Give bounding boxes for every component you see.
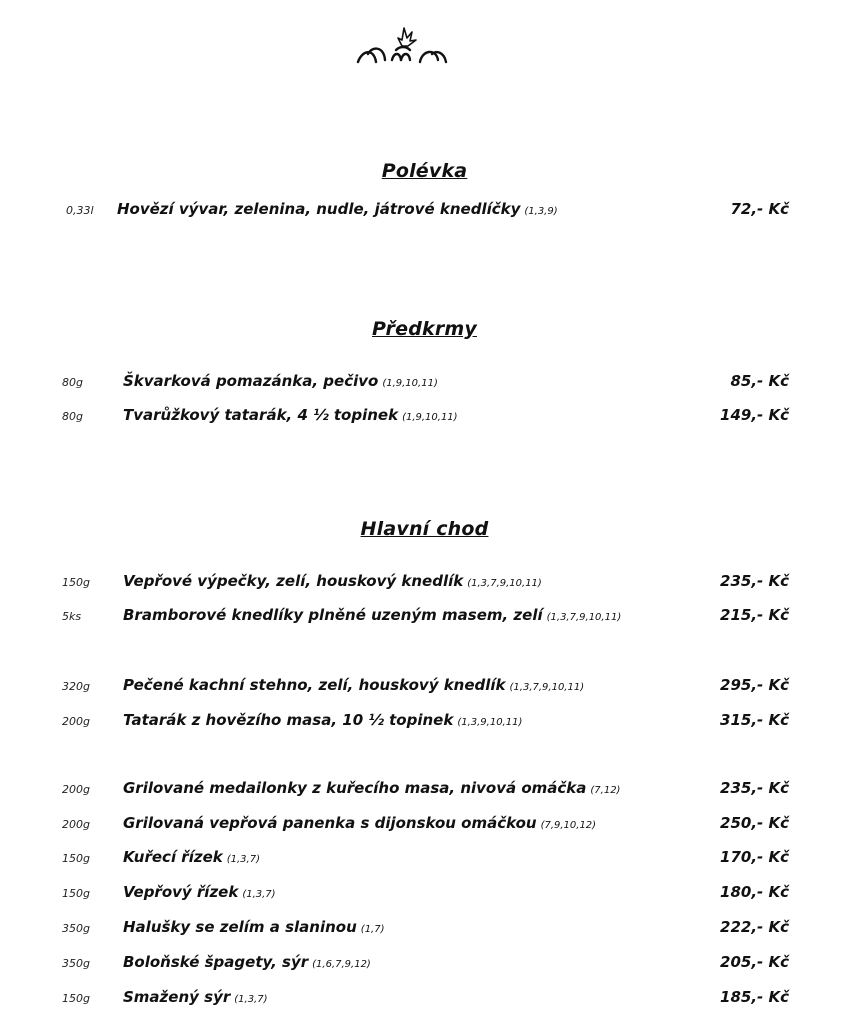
item-name: Grilované medailonky z kuřecího masa, nivová omáčka (7,12) — [123, 779, 621, 797]
menu-item — [0, 606, 849, 628]
menu-item — [0, 372, 849, 394]
item-allergens: (1,3,7,9,10,11) — [509, 682, 585, 693]
item-name: Pečené kachní stehno, zelí, houskový knedlík (1,3,7,9,10,11) — [123, 676, 585, 694]
item-quantity: 350g — [62, 957, 90, 970]
item-price: 149,- Kč — [720, 406, 789, 424]
item-allergens: (1,7) — [360, 924, 385, 935]
item-quantity: 150g — [62, 992, 90, 1005]
section-title-polevka: Polévka — [381, 160, 468, 182]
item-name: Hovězí vývar, zelenina, nudle, játrové knedlíčky (1,3,9) — [117, 200, 558, 218]
item-allergens: (1,9,10,11) — [402, 412, 458, 423]
item-price: 215,- Kč — [720, 606, 789, 624]
item-price: 205,- Kč — [720, 953, 789, 971]
item-price: 180,- Kč — [720, 883, 789, 901]
menu-item — [0, 848, 849, 870]
item-allergens: (1,3,7,9,10,11) — [546, 612, 622, 623]
item-quantity: 350g — [62, 922, 90, 935]
item-allergens: (1,9,10,11) — [382, 378, 438, 389]
restaurant-logo-icon — [352, 24, 452, 70]
item-quantity: 80g — [62, 376, 83, 389]
item-price: 170,- Kč — [720, 848, 789, 866]
item-name: Škvarková pomazánka, pečivo (1,9,10,11) — [123, 372, 438, 390]
item-allergens: (1,3,7,9,10,11) — [467, 578, 542, 589]
menu-item — [0, 988, 849, 1010]
item-quantity: 5ks — [62, 610, 82, 623]
item-allergens: (1,3,9) — [524, 206, 558, 217]
menu-item — [0, 711, 849, 733]
item-allergens: (1,3,7) — [226, 854, 260, 865]
item-quantity: 150g — [62, 852, 90, 865]
menu-item — [0, 918, 849, 940]
menu-item — [0, 200, 849, 222]
item-allergens: (1,3,9,10,11) — [457, 717, 523, 728]
item-name: Smažený sýr (1,3,7) — [123, 988, 268, 1006]
item-price: 235,- Kč — [720, 779, 789, 797]
item-name: Vepřové výpečky, zelí, houskový knedlík (1,3,7,9,10,11) — [123, 572, 542, 590]
item-allergens: (7,9,10,12) — [540, 820, 597, 831]
item-name: Bramborové knedlíky plněné uzeným masem, zelí (1,3,7,9,10,11) — [123, 606, 622, 624]
item-name: Boloňské špagety, sýr (1,6,7,9,12) — [123, 953, 371, 971]
menu-item — [0, 953, 849, 975]
section-title-hlavni-chod: Hlavní chod — [360, 518, 489, 540]
item-quantity: 320g — [62, 680, 90, 693]
menu-item — [0, 572, 849, 594]
item-name: Vepřový řízek (1,3,7) — [123, 883, 276, 901]
item-price: 85,- Kč — [730, 372, 789, 390]
item-quantity: 200g — [62, 783, 90, 796]
item-name: Grilovaná vepřová panenka s dijonskou omáčkou (7,9,10,12) — [123, 814, 597, 832]
item-quantity: 200g — [62, 715, 90, 728]
item-name: Kuřecí řízek (1,3,7) — [123, 848, 260, 866]
menu-item — [0, 676, 849, 698]
item-name: Tvarůžkový tatarák, 4 ½ topinek (1,9,10,11) — [123, 406, 458, 424]
item-quantity: 150g — [62, 887, 90, 900]
item-price: 235,- Kč — [720, 572, 789, 590]
item-price: 185,- Kč — [720, 988, 789, 1006]
item-price: 222,- Kč — [720, 918, 789, 936]
item-name: Halušky se zelím a slaninou (1,7) — [123, 918, 385, 936]
item-allergens: (1,3,7) — [242, 889, 276, 900]
item-quantity: 150g — [62, 576, 90, 589]
item-price: 295,- Kč — [720, 676, 789, 694]
menu-item — [0, 883, 849, 905]
item-price: 72,- Kč — [730, 200, 789, 218]
item-allergens: (1,3,7) — [234, 994, 268, 1005]
item-quantity: 200g — [62, 818, 90, 831]
item-quantity: 0,33l — [66, 204, 94, 217]
item-quantity: 80g — [62, 410, 83, 423]
item-name: Tatarák z hovězího masa, 10 ½ topinek (1,3,9,10,11) — [123, 711, 523, 729]
item-allergens: (7,12) — [590, 785, 621, 796]
item-allergens: (1,6,7,9,12) — [312, 959, 371, 970]
section-title-predkrmy: Předkrmy — [372, 318, 477, 340]
menu-item — [0, 406, 849, 428]
menu-item — [0, 779, 849, 801]
item-price: 250,- Kč — [720, 814, 789, 832]
item-price: 315,- Kč — [720, 711, 789, 729]
menu-item — [0, 814, 849, 836]
